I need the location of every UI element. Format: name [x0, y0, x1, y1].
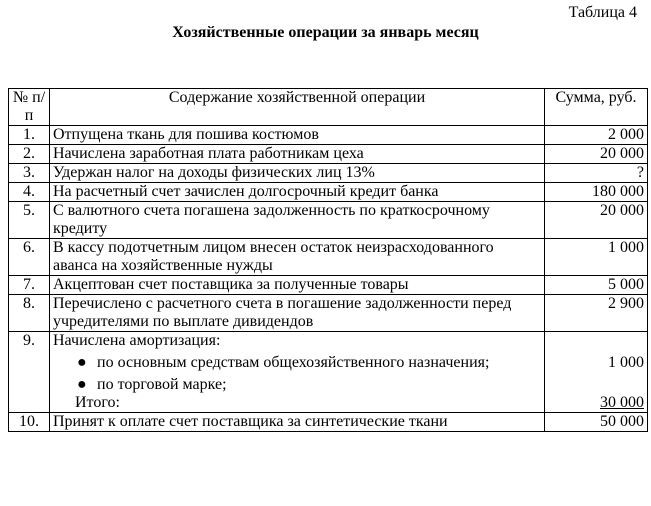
header-num: № п/п [9, 89, 50, 126]
row-sum: 20 000 [545, 145, 648, 164]
table-row [9, 164, 648, 183]
row-description: Принят к оплате счет поставщика за синтетические ткани [50, 413, 545, 432]
row-num: 6. [9, 239, 50, 276]
row-sum: 5 000 [545, 276, 648, 295]
header-description: Содержание хозяйственной операции [50, 89, 545, 126]
row-sum: 20 000 [545, 202, 648, 239]
row-description: В кассу подотчетным лицом внесен остаток неизрасходованного аванса на хозяйственные нужды [50, 239, 545, 276]
row-num: 7. [9, 276, 50, 295]
row-description: Перечислено с расчетного счета в погашение задолженности перед учредителями по выплате дивидендов [50, 295, 545, 332]
row-sum [545, 332, 648, 413]
depreciation-sum: 1 000 [608, 354, 644, 371]
bullet-icon: ● [77, 354, 87, 371]
operations-table [8, 88, 648, 432]
header-sum: Сумма, руб. [545, 89, 648, 126]
row-sum: 1 000 [545, 239, 648, 276]
row-num: 4. [9, 183, 50, 202]
table-row [9, 295, 648, 332]
row-sum: ? [545, 164, 648, 183]
row-description [50, 332, 545, 413]
table-row [9, 126, 648, 145]
row-description: Акцептован счет поставщика за полученные товары [50, 276, 545, 295]
depreciation-intro: Начислена амортизация: [53, 332, 221, 349]
table-row [9, 145, 648, 164]
total-label: Итого: [75, 394, 120, 411]
row-num: 3. [9, 164, 50, 183]
row-description: С валютного счета погашена задолженность по краткосрочному кредиту [50, 202, 545, 239]
table-row-depreciation [9, 332, 648, 413]
row-num: 9. [9, 332, 50, 413]
page-title: Хозяйственные операции за январь месяц [172, 24, 479, 41]
depreciation-item-text: по торговой марке; [97, 376, 227, 393]
row-num: 1. [9, 126, 50, 145]
table-row [9, 239, 648, 276]
row-description: Удержан налог на доходы физических лиц 13% [50, 164, 545, 183]
table-row [9, 413, 648, 432]
row-sum: 50 000 [545, 413, 648, 432]
depreciation-item [53, 376, 541, 394]
depreciation-item-text: по основным средствам общехозяйственного назначения; [97, 354, 490, 371]
row-description: На расчетный счет зачислен долгосрочный кредит банка [50, 183, 545, 202]
row-num: 2. [9, 145, 50, 164]
row-description: Отпущена ткань для пошива костюмов [50, 126, 545, 145]
table-row [9, 276, 648, 295]
bullet-icon: ● [77, 376, 87, 393]
table-row [9, 202, 648, 239]
depreciation-item [53, 354, 541, 372]
row-num: 5. [9, 202, 50, 239]
table-header-row [9, 89, 648, 126]
depreciation-list [53, 354, 541, 394]
row-num: 10. [9, 413, 50, 432]
table-number: Таблица 4 [568, 4, 637, 21]
table-row [9, 183, 648, 202]
row-sum: 2 000 [545, 126, 648, 145]
depreciation-sum: 30 000 [600, 394, 644, 411]
row-sum: 180 000 [545, 183, 648, 202]
row-sum: 2 900 [545, 295, 648, 332]
row-num: 8. [9, 295, 50, 332]
row-description: Начислена заработная плата работникам цеха [50, 145, 545, 164]
